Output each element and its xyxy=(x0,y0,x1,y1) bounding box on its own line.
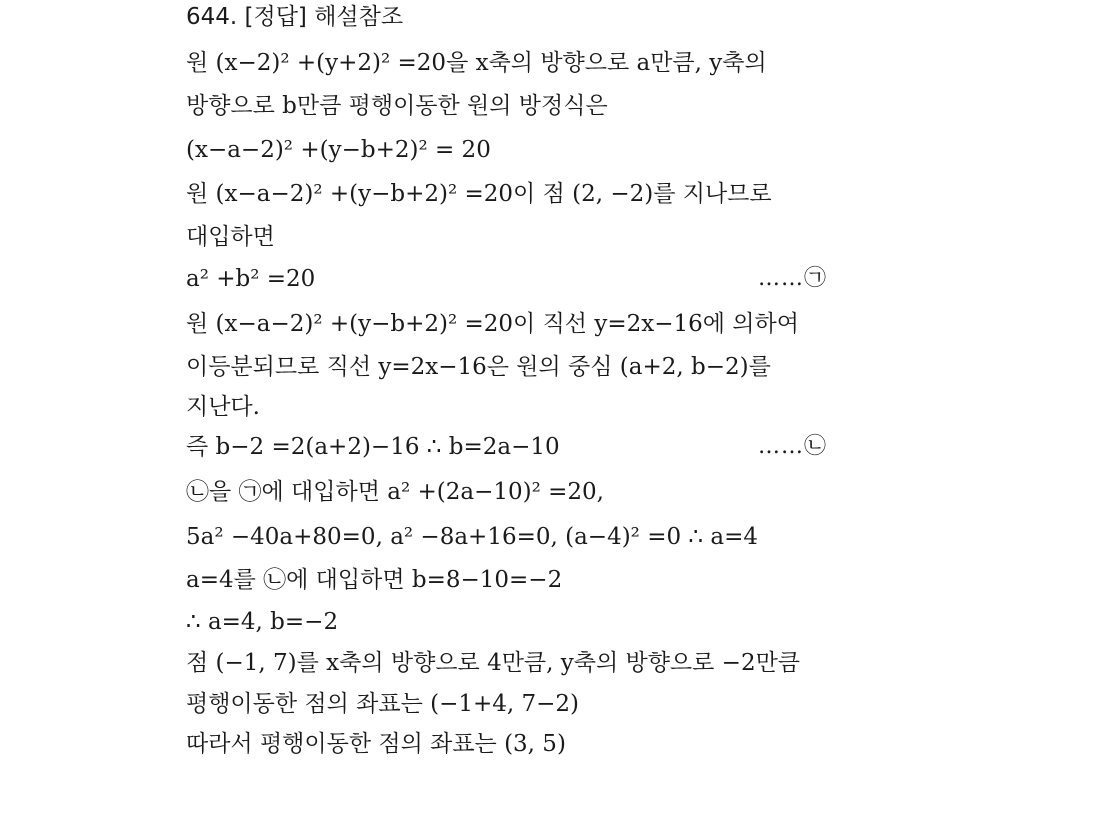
solution-line-12: 5a² −40a+80=0, a² −8a+16=0, (a−4)² =0 ∴ a=4 xyxy=(186,524,758,550)
solution-line-7: 원 (x−a−2)² +(y−b+2)² =20이 직선 y=2x−16에 의하여 xyxy=(186,311,799,337)
problem-title: 644. [정답] 해설참조 xyxy=(186,4,404,30)
solution-line-11: ㉡을 ㉠에 대입하면 a² +(2a−10)² =20, xyxy=(186,479,604,505)
solution-line-6: a² +b² =20 xyxy=(186,266,316,292)
solution-line-16: 평행이동한 점의 좌표는 (−1+4, 7−2) xyxy=(186,691,580,717)
solution-line-2: 방향으로 b만큼 평행이동한 원의 방정식은 xyxy=(186,93,608,119)
solution-line-10: 즉 b−2 =2(a+2)−16 ∴ b=2a−10 xyxy=(186,434,560,460)
solution-line-13: a=4를 ㉡에 대입하면 b=8−10=−2 xyxy=(186,567,563,593)
solution-line-17: 따라서 평행이동한 점의 좌표는 (3, 5) xyxy=(186,731,566,757)
solution-line-4: 원 (x−a−2)² +(y−b+2)² =20이 점 (2, −2)를 지나므로 xyxy=(186,181,772,207)
solution-line-14: ∴ a=4, b=−2 xyxy=(186,609,339,635)
solution-line-8: 이등분되므로 직선 y=2x−16은 원의 중심 (a+2, b−2)를 xyxy=(186,354,771,380)
solution-line-1: 원 (x−2)² +(y+2)² =20을 x축의 방향으로 a만큼, y축의 xyxy=(186,50,767,76)
equation-marker-1: ……㉠ xyxy=(758,266,828,291)
solution-line-5: 대입하면 xyxy=(186,224,275,250)
solution-line-15: 점 (−1, 7)를 x축의 방향으로 4만큼, y축의 방향으로 −2만큼 xyxy=(186,650,801,676)
equation-marker-2: ……㉡ xyxy=(758,434,828,459)
solution-line-9: 지난다. xyxy=(186,394,260,420)
solution-line-3: (x−a−2)² +(y−b+2)² = 20 xyxy=(186,137,491,163)
